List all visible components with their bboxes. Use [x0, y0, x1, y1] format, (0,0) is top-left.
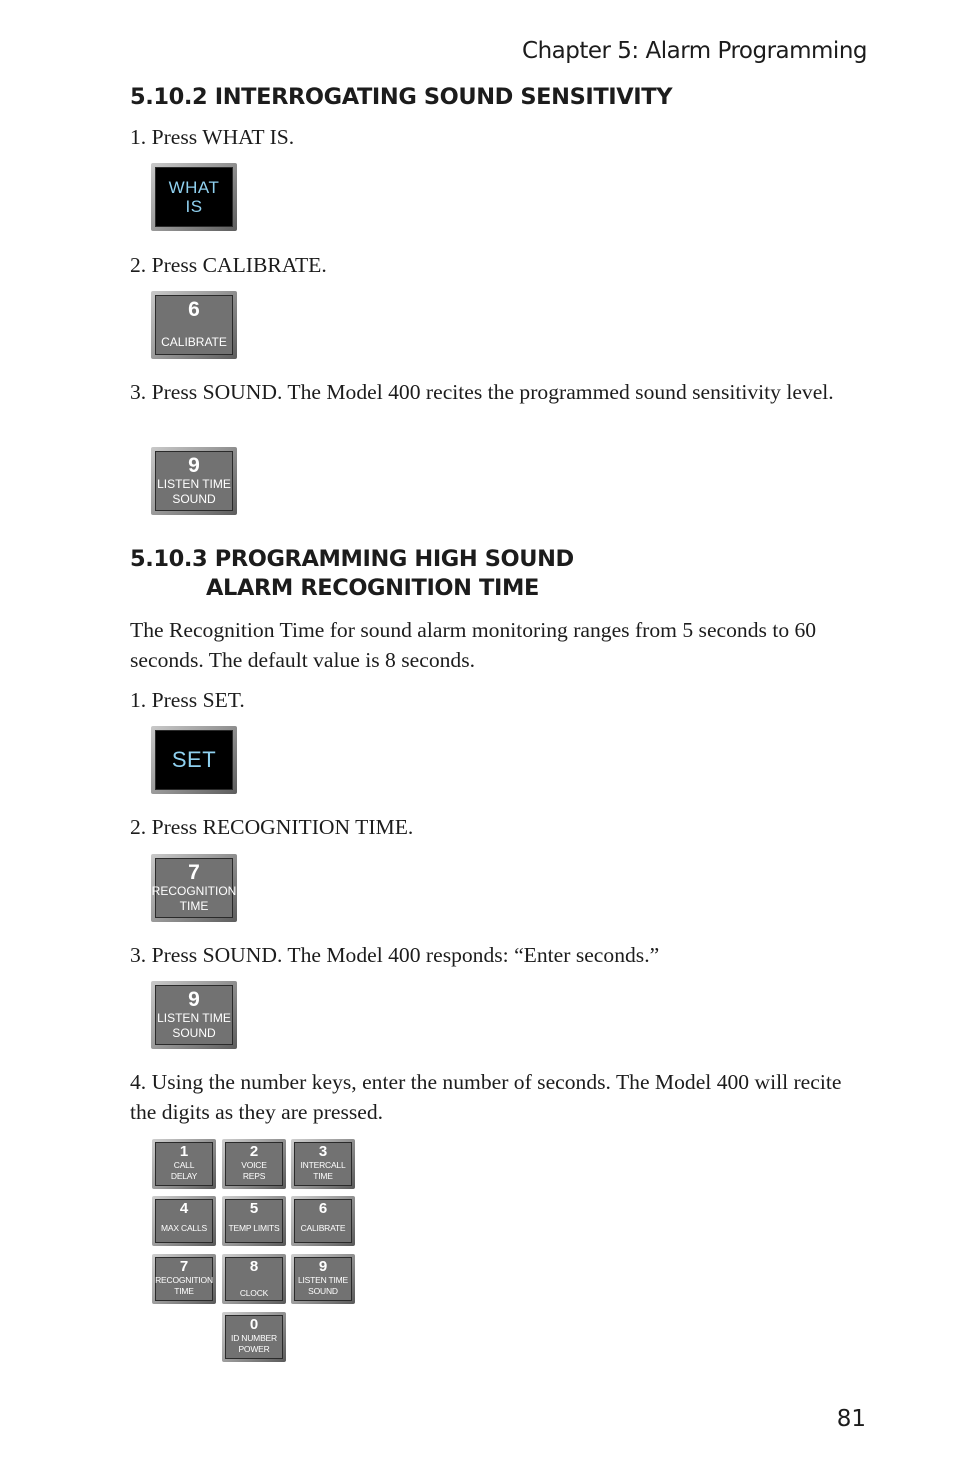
recognition-time-key[interactable]	[151, 854, 237, 922]
keypad-key-2-label-1: VOICE	[241, 1160, 267, 1170]
what-is-key-face	[155, 167, 233, 227]
keypad-key-4-number: 4	[179, 1200, 189, 1217]
what-is-key-label-1: WHAT	[168, 178, 220, 197]
keypad-key-1-label-2: DELAY	[170, 1170, 198, 1181]
keypad-key-5[interactable]	[222, 1196, 286, 1246]
section-heading-recognition-time-line1: 5.10.3 PROGRAMMING HIGH SOUND	[130, 546, 574, 572]
sound-key-number: 9	[188, 454, 200, 477]
keypad-key-2-face	[225, 1142, 283, 1186]
keypad-key-2[interactable]	[222, 1139, 286, 1189]
chapter-header: Chapter 5: Alarm Programming	[522, 38, 867, 64]
sound-key-face	[155, 451, 233, 511]
sound-key[interactable]	[151, 447, 237, 515]
step-press-what-is: 1. Press WHAT IS.	[130, 125, 295, 149]
step-press-set: 1. Press SET.	[130, 688, 245, 712]
sound-key-2-label-1: LISTEN TIME	[157, 1011, 231, 1025]
keypad-key-9-face	[294, 1257, 352, 1301]
sound-key-2-face	[155, 985, 233, 1045]
keypad-key-8-face	[225, 1257, 283, 1301]
keypad-key-2-number: 2	[249, 1143, 259, 1160]
set-key[interactable]	[151, 726, 237, 794]
page-number: 81	[836, 1406, 866, 1432]
keypad-key-6-number: 6	[318, 1200, 328, 1217]
keypad-key-2-label-2: REPS	[242, 1170, 266, 1181]
keypad-key-0[interactable]	[222, 1312, 286, 1362]
keypad-key-6[interactable]	[291, 1196, 355, 1246]
keypad-key-1[interactable]	[152, 1139, 216, 1189]
what-is-key[interactable]	[151, 163, 237, 231]
sound-key-label-2: SOUND	[172, 492, 216, 506]
keypad-key-7-label-1: RECOGNITION	[155, 1275, 213, 1285]
keypad-key-6-face	[294, 1199, 352, 1243]
set-key-label: SET	[171, 747, 217, 772]
keypad-key-9-number: 9	[318, 1258, 328, 1275]
section-heading-recognition-time-line2: ALARM RECOGNITION TIME	[206, 575, 539, 601]
step-press-sound-enter-seconds: 3. Press SOUND. The Model 400 responds: “Enter seconds.”	[130, 943, 660, 967]
sound-key-2[interactable]	[151, 981, 237, 1049]
keypad-key-1-label-1: CALL	[173, 1160, 195, 1170]
sound-key-2-number: 9	[188, 988, 200, 1011]
keypad-key-0-face	[225, 1315, 283, 1359]
section-heading-sound-sensitivity: 5.10.2 INTERROGATING SOUND SENSITIVITY	[130, 84, 673, 110]
keypad-key-8-label: CLOCK	[239, 1287, 269, 1298]
keypad-key-3-face	[294, 1142, 352, 1186]
recognition-time-key-label-1: RECOGNITION	[151, 884, 237, 898]
keypad-key-8-number: 8	[249, 1258, 259, 1275]
recognition-time-key-number: 7	[188, 861, 200, 884]
step-press-recognition-time: 2. Press RECOGNITION TIME.	[130, 815, 414, 839]
keypad-key-0-label-1: ID NUMBER	[231, 1333, 277, 1343]
keypad-key-7-label-2: TIME	[174, 1285, 194, 1296]
keypad-key-9[interactable]	[291, 1254, 355, 1304]
calibrate-key[interactable]	[151, 291, 237, 359]
keypad-key-4-face	[155, 1199, 213, 1243]
keypad-key-4-label: MAX CALLS	[161, 1223, 207, 1234]
keypad-key-9-label-2: SOUND	[308, 1285, 338, 1296]
recognition-time-intro: The Recognition Time for sound alarm monitoring ranges from 5 seconds to 60 seconds. The default value is 8 seconds.	[130, 618, 817, 672]
keypad-key-3[interactable]	[291, 1139, 355, 1189]
keypad-key-5-face	[225, 1199, 283, 1243]
calibrate-key-number: 6	[188, 298, 200, 321]
step-press-calibrate: 2. Press CALIBRATE.	[130, 253, 327, 277]
keypad-key-7-face	[155, 1257, 213, 1301]
keypad-key-4[interactable]	[152, 1196, 216, 1246]
sound-key-label-1: LISTEN TIME	[157, 477, 231, 491]
recognition-time-key-label-2: TIME	[179, 899, 209, 913]
keypad-key-5-label: TEMP LIMITS	[228, 1223, 280, 1234]
keypad-key-6-label: CALIBRATE	[300, 1223, 346, 1234]
set-key-face	[155, 730, 233, 790]
keypad-key-7[interactable]	[152, 1254, 216, 1304]
keypad-key-3-label-2: TIME	[313, 1170, 333, 1181]
step-enter-number-of-seconds: 4. Using the number keys, enter the number of seconds. The Model 400 will recite the digits as they are pressed.	[130, 1070, 842, 1124]
step-press-sound-recite: 3. Press SOUND. The Model 400 recites the programmed sound sensitivity level.	[130, 380, 834, 404]
keypad-key-1-face	[155, 1142, 213, 1186]
calibrate-key-label: CALIBRATE	[161, 335, 227, 349]
keypad-key-8[interactable]	[222, 1254, 286, 1304]
keypad-key-9-label-1: LISTEN TIME	[297, 1275, 349, 1285]
sound-key-2-label-2: SOUND	[172, 1026, 216, 1040]
keypad-key-5-number: 5	[249, 1200, 259, 1217]
keypad-key-0-number: 0	[249, 1316, 259, 1333]
recognition-time-key-face	[151, 858, 237, 918]
keypad-key-0-label-2: POWER	[238, 1343, 270, 1354]
keypad-key-1-number: 1	[179, 1143, 189, 1160]
what-is-key-label-2: IS	[185, 197, 203, 216]
keypad-key-3-number: 3	[318, 1143, 328, 1160]
keypad-key-7-number: 7	[179, 1258, 189, 1275]
keypad-key-3-label-1: INTERCALL	[300, 1160, 346, 1170]
calibrate-key-face	[155, 295, 233, 355]
